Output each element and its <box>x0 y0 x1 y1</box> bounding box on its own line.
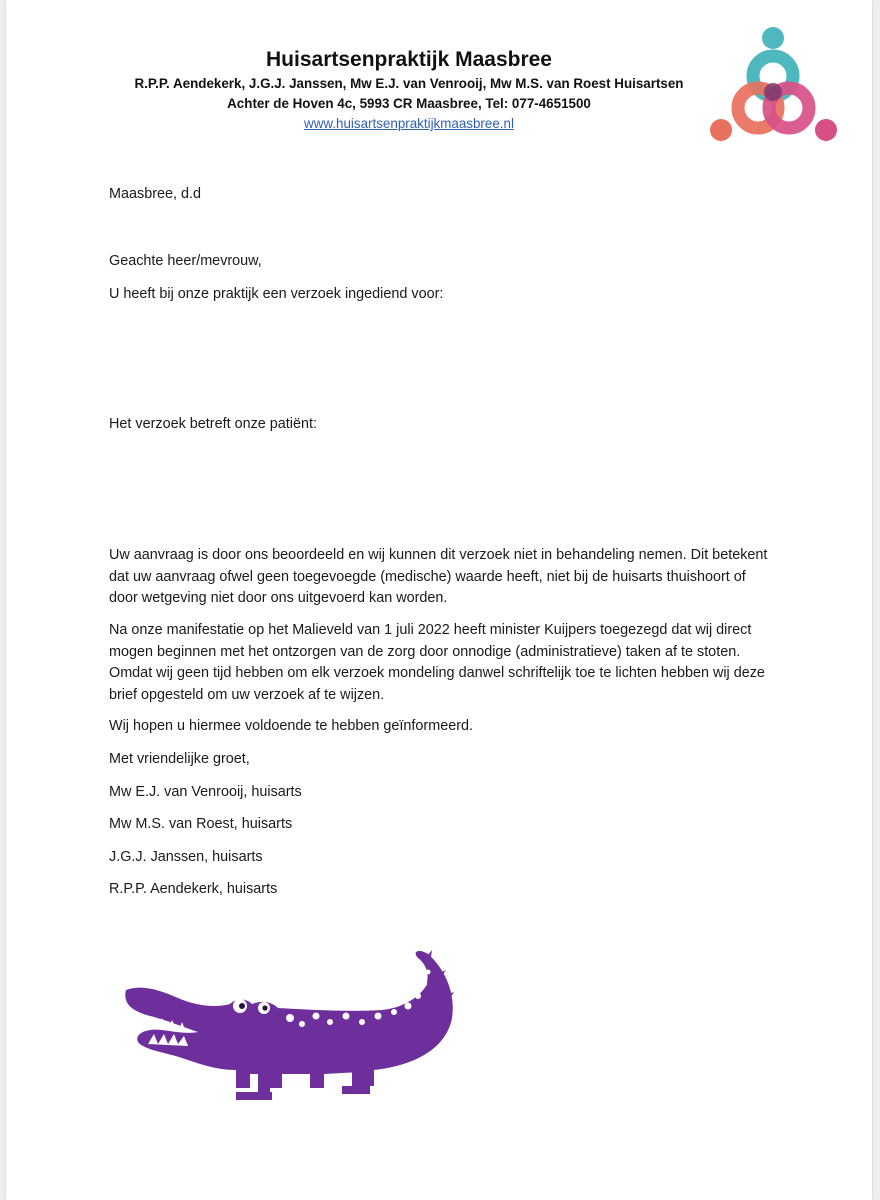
website-link[interactable]: www.huisartsenpraktijkmaasbree.nl <box>304 116 514 131</box>
crocodile-illustration <box>112 946 462 1112</box>
crocodile-back-foot <box>342 1086 370 1094</box>
logo-right-dot <box>815 119 837 141</box>
place-date: Maasbree, d.d <box>109 186 201 202</box>
crocodile-front-foot <box>236 1092 272 1100</box>
doctors-line: R.P.P. Aendekerk, J.G.J. Janssen, Mw E.J. van Venrooij, Mw M.S. van Roest Huisartsen <box>134 76 684 91</box>
paragraph-rejection: Uw aanvraag is door ons beoordeeld en wij kunnen dit verzoek niet in behandeling nemen. Dit betekent dat uw aanvraag ofwel geen toegevoegde (medische) waarde heeft, niet bij de huisarts thuishoort of door wetgeving niet door ons uitgevoerd kan worden. <box>109 547 768 606</box>
letter-page <box>6 0 872 1200</box>
closing: Met vriendelijke groet, <box>109 751 250 767</box>
salutation: Geachte heer/mevrouw, <box>109 253 262 269</box>
address-line: Achter de Hoven 4c, 5993 CR Maasbree, Tel: 077-4651500 <box>227 96 591 111</box>
practice-name: Huisartsenpraktijk Maasbree <box>266 48 552 71</box>
practice-logo-icon <box>706 24 842 146</box>
paragraph-informed: Wij hopen u hiermee voldoende te hebben geïnformeerd. <box>109 718 474 734</box>
letterhead <box>6 46 812 134</box>
logo-center-dot <box>764 83 782 101</box>
intro-line: U heeft bij onze praktijk een verzoek ingediend voor: <box>109 286 444 302</box>
logo-left-dot <box>710 119 732 141</box>
signatory: R.P.P. Aendekerk, huisarts <box>109 881 278 897</box>
paragraph-explanation: Na onze manifestatie op het Malieveld van 1 juli 2022 heeft minister Kuijpers toegezegd dat wij direct mogen beginnen met het ontzorgen van de zorg door onnodige (administratieve) taken af te stoten. Omdat wij geen tijd hebben om elk verzoek mondeling danwel schriftelijk toe te lichten hebben wij deze brief opgesteld om uw verzoek af te wijzen. <box>109 622 765 703</box>
signatory: J.G.J. Janssen, huisarts <box>109 849 263 865</box>
signatory: Mw E.J. van Venrooij, huisarts <box>109 784 302 800</box>
signatory: Mw M.S. van Roest, huisarts <box>109 816 293 832</box>
logo-head-dot <box>762 27 784 49</box>
patient-line: Het verzoek betreft onze patiënt: <box>109 416 317 432</box>
